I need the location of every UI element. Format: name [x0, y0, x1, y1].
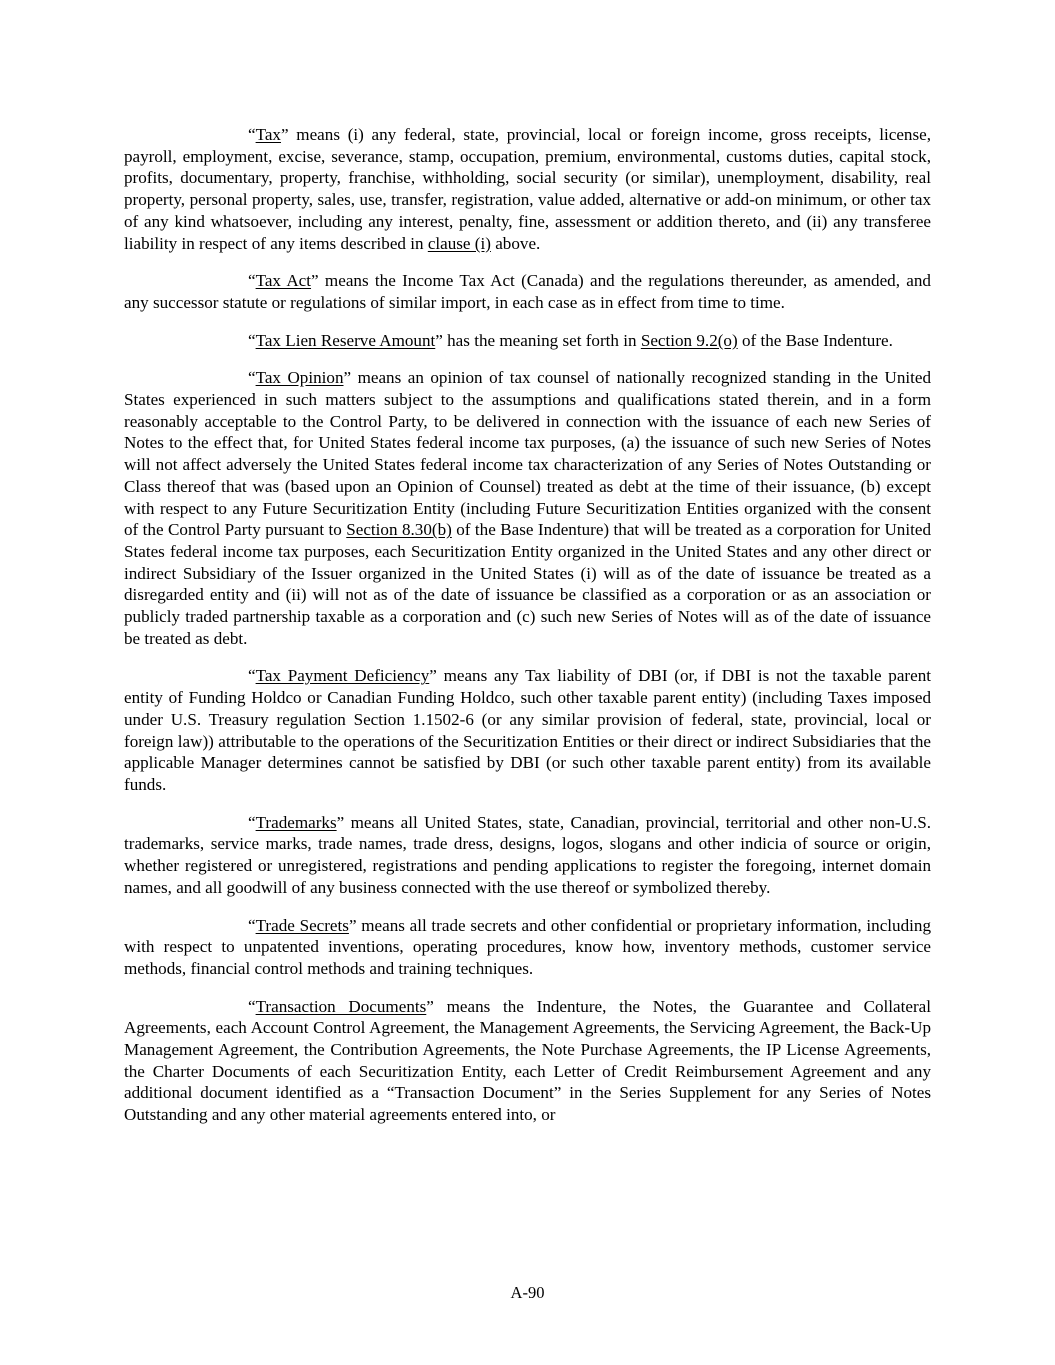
defined-term: Trademarks — [255, 812, 337, 832]
definition-text: has the meaning set forth in — [442, 330, 641, 350]
cross-reference: Section 9.2(o) — [640, 330, 738, 350]
definition-text: means (i) any federal, state, provincial, local or foreign income, gross receipts, license, payroll, employment, excise, severance, stamp, occupation, premium, environmental, customs duties, capital stock, profits, documentary, property, franchise, withholding, social security (or similar), unemployment, disability, real property, personal property, sales, use, transfer, registration, value added, alternative or add-on minimum, or other tax of any kind whatsoever, including any interest, penalty, fine, assessment or addition thereto, and (ii) any transferee liability in respect of any items described in — [124, 125, 931, 253]
page-number: A-90 — [510, 1283, 545, 1302]
cross-reference: Section 8.30(b) — [346, 520, 452, 540]
defined-term: Trade Secrets — [255, 915, 349, 935]
definition-text: means all trade secrets and other confidential or proprietary information, including with respect to unpatented inventions, operating procedures, know how, inventory methods, customer service methods, financial control methods and training techniques. — [124, 915, 931, 978]
document-body — [124, 124, 931, 1142]
definition-text: means any Tax liability of DBI (or, if DBI is not the taxable parent entity of Funding Holdco or Canadian Funding Holdco, such other taxable parent entity) (including Taxes imposed under U.S. Treasury regulation Section 1.1502-6 (or any similar provision of federal, state, provincial, local or foreign law)) attributable to the operations of the Securitization Entities or their direct or indirect Subsidiaries that the applicable Manager determines cannot be satisfied by DBI (or such other taxable parent entity) from its available funds. — [124, 666, 931, 794]
definition-trademarks: “Trademarks” means all United States, state, Canadian, provincial, territorial and other non-U.S. trademarks, service marks, trade names, trade dress, designs, logos, slogans and other indicia of source or origin, whether registered or unregistered, registrations and pending applications to register the foregoing, internet domain names, and all goodwill of any business connected with the use thereof or symbolized thereby. — [124, 812, 931, 897]
defined-term: Tax Opinion — [255, 368, 344, 388]
definition-tax-payment-deficiency: “Tax Payment Deficiency” means any Tax liability of DBI (or, if DBI is not the taxable parent entity of Funding Holdco or Canadian Funding Holdco, such other taxable parent entity) (including Taxes imposed under U.S. Treasury regulation Section 1.1502-6 (or any similar provision of federal, state, provincial, local or foreign law)) attributable to the operations of the Securitization Entities or their direct or indirect Subsidiaries that the applicable Manager determines cannot be satisfied by DBI (or such other taxable parent entity) from its available funds. — [124, 666, 931, 794]
definition-tax-act: “Tax Act” means the Income Tax Act (Canada) and the regulations thereunder, as amended, and any successor statute or regulations of similar import, in each case as in effect from time to time. — [124, 271, 931, 312]
defined-term: Tax Lien Reserve Amount — [255, 330, 436, 350]
definition-tax-lien-reserve-amount: “Tax Lien Reserve Amount” has the meaning set forth in Section 9.2(o) of the Base Indenture. — [248, 330, 893, 350]
definition-tax-opinion: “Tax Opinion” means an opinion of tax counsel of nationally recognized standing in the United States experienced in such matters subject to the assumptions and qualifications stated therein, and in a form reasonably acceptable to the Control Party, to be delivered in connection with the issuance of each new Series of Notes to the effect that, for United States federal income tax purposes, (a) the issuance of such new Series of Notes will not affect adversely the United States federal income tax characterization of any Series of Notes Outstanding or Class thereof that was (based upon an Opinion of Counsel) treated as debt at the time of their issuance, (b) except with respect to any Future Securitization Entity (including Future Securitization Entities organized with the consent of the Control Party pursuant to Section 8.30(b) of the Base Indenture) that will be treated as a corporation for United States federal income tax purposes, each Securitization Entity organized in the United States and any other direct or indirect Subsidiary of the Issuer organized in the United States (i) will as of the date of issuance be treated as a disregarded entity and (ii) will not as of the date of issuance be classified as a corporation or as an association or publicly traded partnership taxable as a corporation and (c) such new Series of Notes will as of the date of issuance be treated as debt. — [124, 368, 931, 648]
definition-tax: “Tax” means (i) any federal, state, provincial, local or foreign income, gross receipts, license, payroll, employment, excise, severance, stamp, occupation, premium, environmental, customs duties, capital stock, profits, documentary, property, franchise, withholding, social security (or similar), unemployment, disability, real property, personal property, sales, use, transfer, registration, value added, alternative or add-on minimum, or other tax of any kind whatsoever, including any interest, penalty, fine, assessment or addition thereto, and (ii) any transferee liability in respect of any items described in clause (i) above. — [124, 125, 931, 253]
defined-term: Tax Payment Deficiency — [255, 666, 430, 686]
definition-text: means the Income Tax Act (Canada) and the regulations thereunder, as amended, and any successor statute or regulations of similar import, in each case as in effect from time to time. — [124, 271, 931, 312]
definition-transaction-documents: “Transaction Documents” means the Indenture, the Notes, the Guarantee and Collateral Agreements, each Account Control Agreement, the Management Agreements, the Servicing Agreement, the Back-Up Management Agreement, the Contribution Agreements, the Note Purchase Agreements, the IP License Agreements, the Charter Documents of each Securitization Entity, each Letter of Credit Reimbursement Agreement and any additional document identified as a “Transaction Document” in the Series Supplement for any Series of Notes Outstanding and any other material agreements entered into, or — [124, 996, 932, 1125]
cross-reference: clause (i) — [427, 233, 491, 253]
defined-term: Transaction Documents — [255, 996, 427, 1016]
defined-term: Tax — [255, 125, 281, 144]
defined-term: Tax Act — [255, 271, 312, 291]
definition-text: means the Indenture, the Notes, the Guarantee and Collateral Agreements, each Account Control Agreement, the Management Agreements, the Servicing Agreement, the Back-Up Management Agreement, the Contribution Agreements, the Note Purchase Agreements, the IP License Agreements, the Charter Documents of each Securitization Entity, each Letter of Credit Reimbursement Agreement and any additional document identified as a “Transaction Document” in the Series Supplement for any Series of Notes Outstanding and any other material agreements entered into, or — [124, 996, 932, 1125]
definition-trade-secrets: “Trade Secrets” means all trade secrets and other confidential or proprietary information, including with respect to unpatented inventions, operating procedures, know how, inventory methods, customer service methods, financial control methods and training techniques. — [124, 915, 931, 978]
definition-text: means all United States, state, Canadian, provincial, territorial and other non-U.S. trademarks, service marks, trade names, trade dress, designs, logos, slogans and other indicia of source or origin, whether registered or unregistered, registrations and pending applications to register the foregoing, internet domain names, and all goodwill of any business connected with the use thereof or symbolized thereby. — [124, 812, 931, 897]
definition-text: means an opinion of tax counsel of nationally recognized standing in the United States experienced in such matters subject to the assumptions and qualifications stated therein, and in a form reasonably acceptable to the Control Party, to be delivered in connection with the issuance of each new Series of Notes to the effect that, for United States federal income tax purposes, (a) the issuance of such new Series of Notes will not affect adversely the United States federal income tax characterization of any Series of Notes Outstanding or Class thereof that was (based upon an Opinion of Counsel) treated as debt at the time of their issuance, (b) except with respect to any Future Securitization Entity (including Future Securitization Entities organized with the consent of the Control Party pursuant to — [124, 368, 931, 540]
